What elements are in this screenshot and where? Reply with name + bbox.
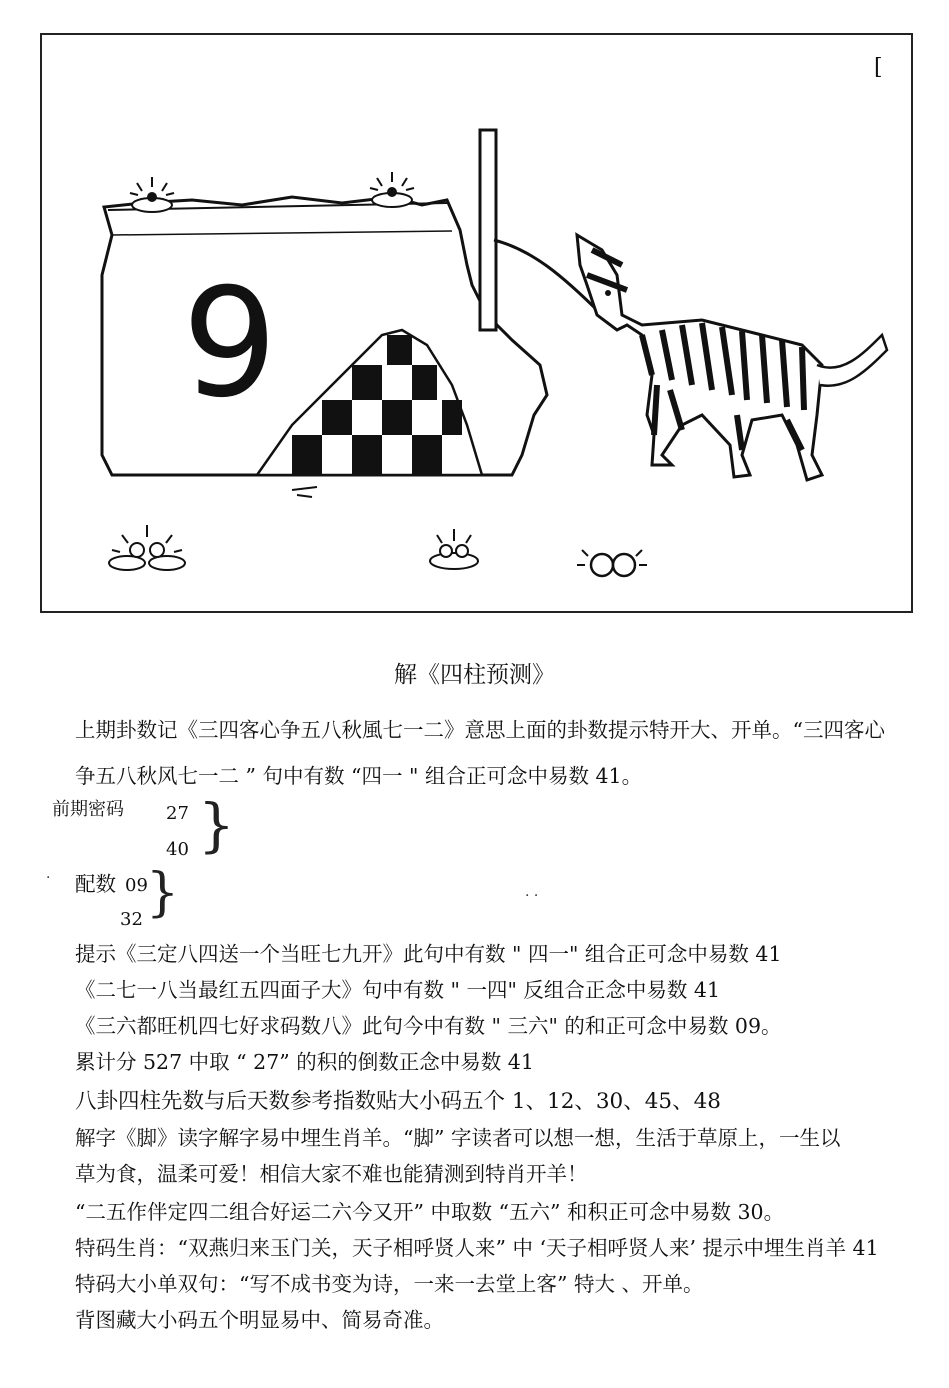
prev-code-value: 40 — [166, 839, 189, 860]
pole — [480, 130, 496, 330]
brace: } — [146, 863, 180, 923]
text-line: 草为食，温柔可爱！相信大家不难也能猜测到特肖开羊！ — [75, 1162, 588, 1186]
text-line: 提示《三定八四送一个当旺七九开》此句中有数 " 四一" 组合正可念中易数 41 — [75, 942, 782, 966]
coins-icon — [577, 550, 647, 576]
text-line: 解字《脚》读字解字易中埋生肖羊。“脚” 字读者可以想一想，生活于草原上，一生以 — [75, 1126, 841, 1150]
text-line: 上期卦数记《三四客心争五八秋風七一二》意思上面的卦数提示特开大、开单。“三四客心 — [75, 718, 885, 742]
text-line: 累计分 527 中取 “ 27” 的积的倒数正念中易数 41 — [75, 1050, 534, 1074]
match-value: 09 — [125, 875, 148, 896]
prev-code-value: 27 — [166, 803, 189, 824]
text-line: 《二七一八当最红五四面子大》句中有数 " 一四" 反组合正念中易数 41 — [75, 978, 721, 1002]
page-title: 解《四柱预测》 — [394, 662, 555, 688]
text-line: 背图藏大小码五个明显易中、简易奇准。 — [75, 1308, 444, 1332]
prev-code-label: 前期密码 — [52, 799, 124, 820]
big-digit: 9 — [182, 257, 278, 431]
illustration-frame — [40, 33, 913, 613]
text-line: 八卦四柱先数与后天数参考指数贴大小码五个 1、12、30、45、48 — [75, 1089, 721, 1114]
match-label: 配数 — [75, 872, 116, 896]
zebra — [577, 235, 887, 480]
match-value: 32 — [120, 909, 143, 930]
text-line: “二五作伴定四二组合好运二六今又开” 中取数 “五六” 和积正可念中易数 30。 — [75, 1200, 785, 1224]
text-line: 争五八秋风七一二 ” 句中有数 “四一 " 组合正可念中易数 41。 — [75, 764, 643, 788]
ingot-bowl-icon — [109, 525, 185, 570]
text-line: 《三六都旺机四七好求码数八》此句今中有数 " 三六" 的和正可念中易数 09。 — [75, 1014, 782, 1038]
zebra-stone-illustration — [42, 35, 911, 611]
text-line: 特码大小单双句：“写不成书变为诗，一来一去堂上客” 特大 、开单。 — [75, 1272, 704, 1296]
text-line: 特码生肖：“双燕归来玉门关，天子相呼贤人来” 中 ‘天子相呼贤人来’ 提示中埋生肖羊 41 — [75, 1236, 879, 1260]
lamp-icon — [370, 172, 414, 207]
ingot-bowl-icon — [430, 529, 478, 569]
lamp-icon — [130, 177, 174, 212]
brace: } — [198, 791, 235, 859]
corner-mark: [ — [874, 55, 883, 80]
